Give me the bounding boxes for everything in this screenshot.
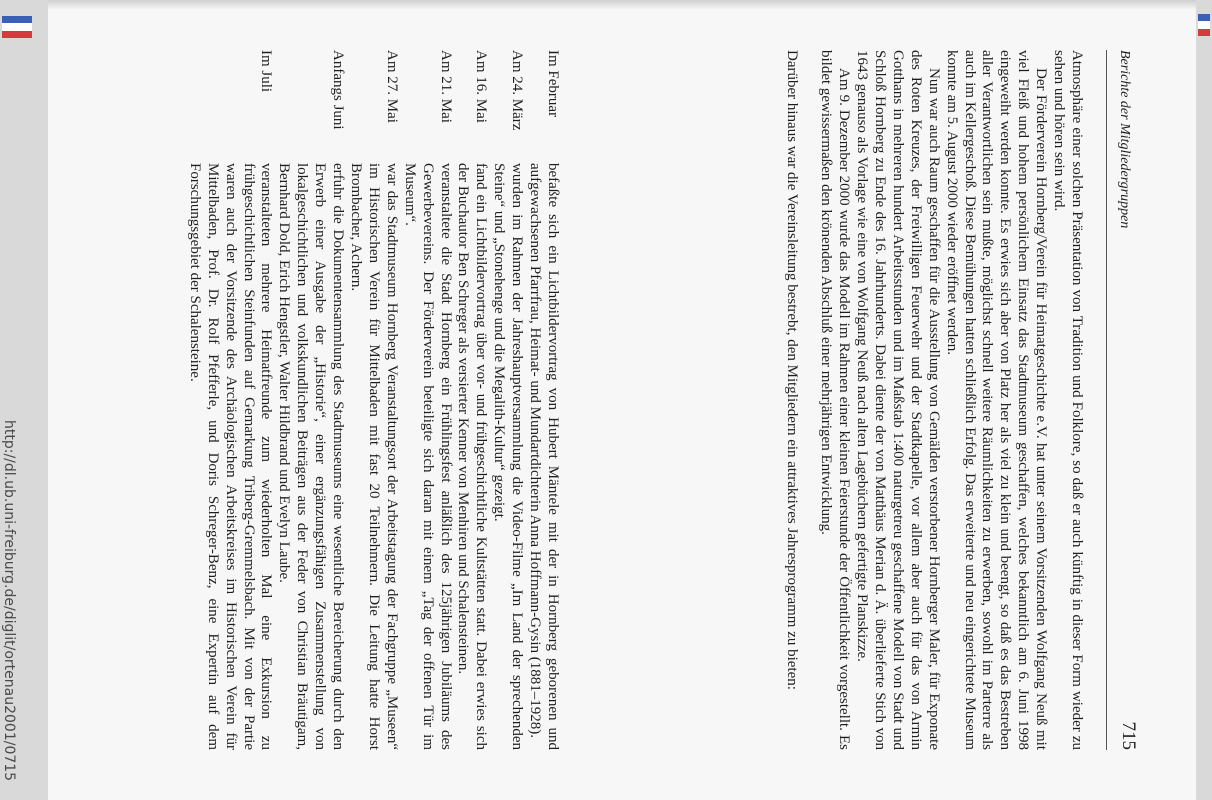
event-date: Am 16. Mai xyxy=(473,50,490,123)
page-number: 715 xyxy=(1118,721,1139,750)
event-date: Am 24. März xyxy=(509,50,526,131)
event-date: Am 27. Mai xyxy=(383,50,400,123)
event-list xyxy=(185,50,561,750)
event-item xyxy=(400,50,454,750)
event-date: Im Juli xyxy=(258,50,275,93)
page-content xyxy=(55,50,1139,750)
paragraph: Der Förderverein Hornberg/Verein für Heimatgeschichte e.V. hat unter seinem Vorsitzenden Wolfgang Neuß mit viel Fleiß und hohem persönlichem Einsatz das Stadtmuseum geschaffen, welches bekanntlich am 6. Juni 1998 eingeweiht werden konnte. Es erwies sich aber von Platz her als viel zu klein und beengt, so daß es das Bestreben aller Verantwortlichen sein mußte, möglichst schnell weitere Räumlichkeiten zu erwerben, sowohl im Parterre als auch im Kellergeschoß. Diese Bemühungen hatten schließlich Erfolg. Das erweiterte und neu eingerichtete Museum konnte am 5. August 2000 wieder eröffnet werden. xyxy=(943,50,1050,750)
watermark-url[interactable]: http://dl.ub.uni-freiburg.de/diglit/ortenau2001/0715 xyxy=(1,420,17,782)
paragraph: Darüber hinaus war die Vereinsleitung bestrebt, den Mitgliedern ein attraktives Jahresprogramm zu bieten: xyxy=(784,50,801,690)
watermark xyxy=(0,420,22,781)
event-item xyxy=(489,50,525,750)
event-item xyxy=(185,50,275,750)
event-item xyxy=(346,50,400,750)
viewer-right-margin xyxy=(1196,0,1212,800)
paragraph: Atmosphäre einer solchen Präsentation von Tradition und Folklore, so daß er auch künftig in dieser Form wieder zu sehen und hören sein wird. xyxy=(1051,50,1085,750)
body-text xyxy=(783,50,1086,750)
event-text: veranstalteten mehrere Heimatfreunde zum wiederholten Mal eine Exkursion zu frühgeschichtlichen Steinfunden auf Gemarkung Triberg-Gremmelsbach. Mit von der Partie waren auch der Vorsitzende des Archäologischen Arbeitskreises im Historischen Verein für Mittelbaden, Prof. Dr. Rolf Pfefferle, und Doris Schreger-Benz, eine Expertin auf dem Forschungsgebiet der Schalensteine. xyxy=(186,163,275,750)
running-head xyxy=(1106,50,1139,750)
event-text: veranstaltete die Stadt Hornberg ein Frühlingsfest anläßlich des 125jährigen Jubiläums des Gewerbevereins. Der Förderverein beteiligte sich daran mit einem „Tag der offenen Tür im Museum“. xyxy=(401,163,454,750)
event-date: Im Februar xyxy=(545,50,561,118)
paragraph: Nun war auch Raum geschaffen für die Ausstellung von Gemälden verstorbener Hornberger Maler, für Exponate des Roten Kreuzes, der Freiwilligen Feuerwehr und der Stadtkapelle, vor allem aber auch für das von Armin Gotthans in mehreren hundert Arbeitsstunden und im Maßstab 1:400 naturgetreu geschaffene Modell von Stadt und Schloß Hornberg zu Ende des 16. Jahrhunderts. Dabei diente der von Matthäus Merian d. Ä. überlieferte Stich von 1643 genauso als Vorlage wie eine von Wolfgang Neuß nach alten Lagebüchern gefertigte Planskizze. xyxy=(854,50,942,750)
flag-icon-right[interactable] xyxy=(1198,14,1210,36)
page-top-shadow xyxy=(48,0,1196,10)
flag-icon[interactable] xyxy=(2,16,32,38)
running-title: Berichte der Mitgliedergruppen xyxy=(1117,50,1132,229)
event-item xyxy=(454,50,490,750)
event-text: erfuhr die Dokumentensammlung des Stadtmuseums eine wesentliche Bereicherung durch den Erwerb einer Ausgabe der „Historie“, einer ergänzungsfähigen Zusammenstellung von lokalgeschichtlichen und volkskundlichen Beiträgen aus der Feder von Christian Bräutigam, Bernhard Dold, Erich Hengstler, Walter Hildbrand und Evelyn Laube. xyxy=(276,163,347,750)
paragraph: Am 9. Dezember 2000 wurde das Modell im Rahmen einer kleinen Feierstunde der Öffentlichkeit vorgestellt. Es bildet gewissermaßen den krönenden Abschluß einer mehrjährigen Entwicklung. xyxy=(818,50,853,750)
event-text: befaßte sich ein Lichtbildervortrag von Hubert Mäntele mit der in Hornberg geborenen und aufgewachsenen Pfarrfrau, Heimat- und Mundartdichterin Anna Hoffmann-Gysin (1881–1928). xyxy=(527,163,561,750)
event-date: Am 21. Mai xyxy=(437,50,454,123)
event-item xyxy=(525,50,561,750)
event-text: fand ein Lichtbildervortrag über vor- und frühgeschichtliche Kultstätten statt. Dabei erwies sich der Buchautor Ben Schreger als versierter Kenner von Menhiren und Schalensteinen. xyxy=(455,163,490,750)
event-text: war das Stadtmuseum Hornberg Veranstaltungsort der Arbeitstagung der Fachgruppe „Museen“ im Historischen Verein für Mittelbaden mit fast 20 Teilnehmern. Die Leitung hatte Horst Brombacher, Achern. xyxy=(348,163,400,750)
event-date: Anfangs Juni xyxy=(330,50,347,130)
event-item xyxy=(275,50,347,750)
event-text: wurden im Rahmen der Jahreshauptversammlung die Video-Filme „Im Land der sprechenden Steine“ und „Stonehenge und die Megalith-Kultur“ gezeigt. xyxy=(491,163,526,750)
